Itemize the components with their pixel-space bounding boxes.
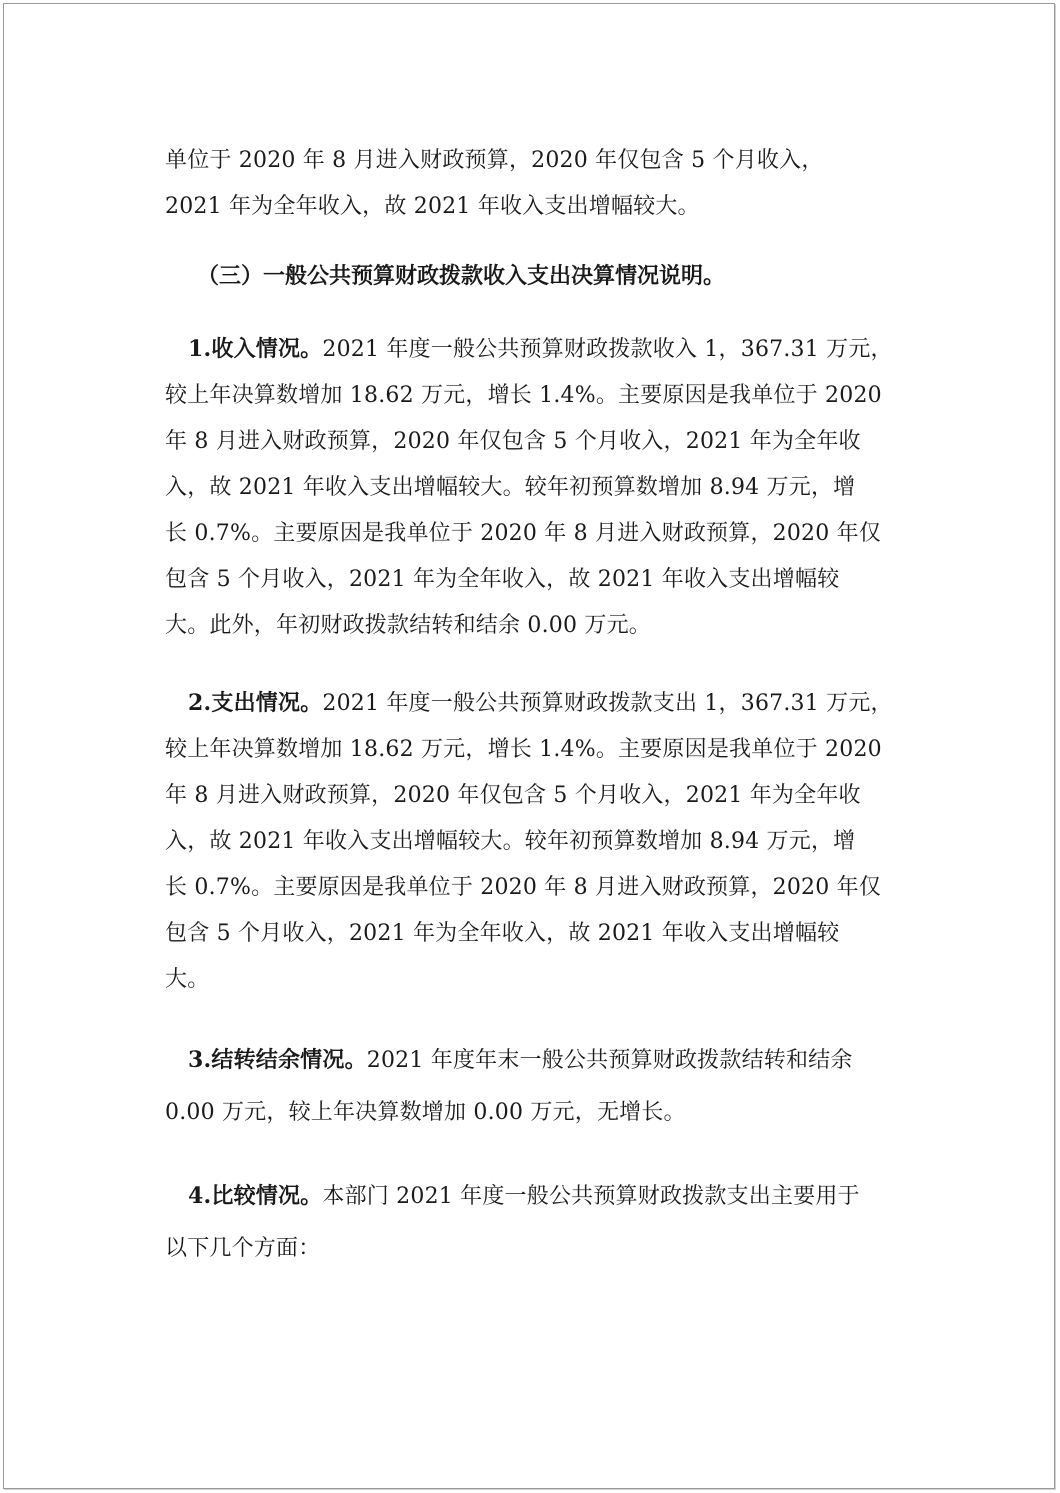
income-paragraph — [165, 326, 895, 649]
section-heading: （三）一般公共预算财政拨款收入支出决算情况说明。 — [197, 263, 726, 289]
paragraph-line: 较上年决算数增加 18.62 万元，增长 1.4%。主要原因是我单位于 2020 — [165, 383, 882, 408]
paragraph-first-line — [165, 1170, 895, 1223]
document-content — [165, 138, 895, 1275]
paragraph-line: 较上年决算数增加 18.62 万元，增长 1.4%。主要原因是我单位于 2020 — [165, 737, 882, 762]
paragraph-first-line — [165, 1034, 895, 1087]
paragraph-lead: 4.比较情况。 — [188, 1183, 323, 1209]
paragraph-line: 长 0.7%。主要原因是我单位于 2020 年 8 月进入财政预算，2020 年仅 — [165, 521, 882, 546]
paragraph-text: 本部门 2021 年度一般公共预算财政拨款支出主要用于 — [322, 1184, 860, 1209]
paragraph-line: 年 8 月进入财政预算，2020 年仅包含 5 个月收入，2021 年为全年收 — [165, 783, 861, 808]
paragraph-line: 入，故 2021 年收入支出增幅较大。较年初预算数增加 8.94 万元，增 — [165, 475, 856, 500]
paragraph-line: 包含 5 个月收入，2021 年为全年收入，故 2021 年收入支出增幅较 — [165, 921, 840, 946]
paragraph-lead: 3.结转结余情况。 — [188, 1047, 367, 1073]
paragraph-text: 2021 年度一般公共预算财政拨款收入 1，367.31 万元， — [322, 337, 893, 362]
paragraph-text: 2021 年度年末一般公共预算财政拨款结转和结余 — [366, 1048, 853, 1073]
paragraph-first-line — [165, 326, 895, 373]
paragraph-text: 2021 年度一般公共预算财政拨款支出 1，367.31 万元， — [322, 691, 893, 716]
paragraph-line: 包含 5 个月收入，2021 年为全年收入，故 2021 年收入支出增幅较 — [165, 567, 840, 592]
paragraph-line: 大。此外，年初财政拨款结转和结余 0.00 万元。 — [165, 613, 651, 638]
paragraph-first-line — [165, 680, 895, 727]
intro-line: 单位于 2020 年 8 月进入财政预算，2020 年仅包含 5 个月收入， — [165, 148, 824, 173]
intro-line: 2021 年为全年收入，故 2021 年收入支出增幅较大。 — [165, 194, 700, 219]
comparison-paragraph — [165, 1170, 895, 1275]
expenditure-paragraph — [165, 680, 895, 1003]
intro-paragraph — [165, 138, 895, 230]
paragraph-line: 以下几个方面： — [165, 1236, 321, 1261]
carryover-paragraph — [165, 1034, 895, 1139]
paragraph-line: 大。 — [165, 967, 210, 992]
paragraph-line: 长 0.7%。主要原因是我单位于 2020 年 8 月进入财政预算，2020 年仅 — [165, 875, 882, 900]
paragraph-line: 入，故 2021 年收入支出增幅较大。较年初预算数增加 8.94 万元，增 — [165, 829, 856, 854]
paragraph-line: 年 8 月进入财政预算，2020 年仅包含 5 个月收入，2021 年为全年收 — [165, 429, 861, 454]
paragraph-line: 0.00 万元，较上年决算数增加 0.00 万元，无增长。 — [165, 1100, 686, 1125]
paragraph-lead: 2.支出情况。 — [188, 690, 323, 716]
paragraph-lead: 1.收入情况。 — [188, 336, 323, 362]
